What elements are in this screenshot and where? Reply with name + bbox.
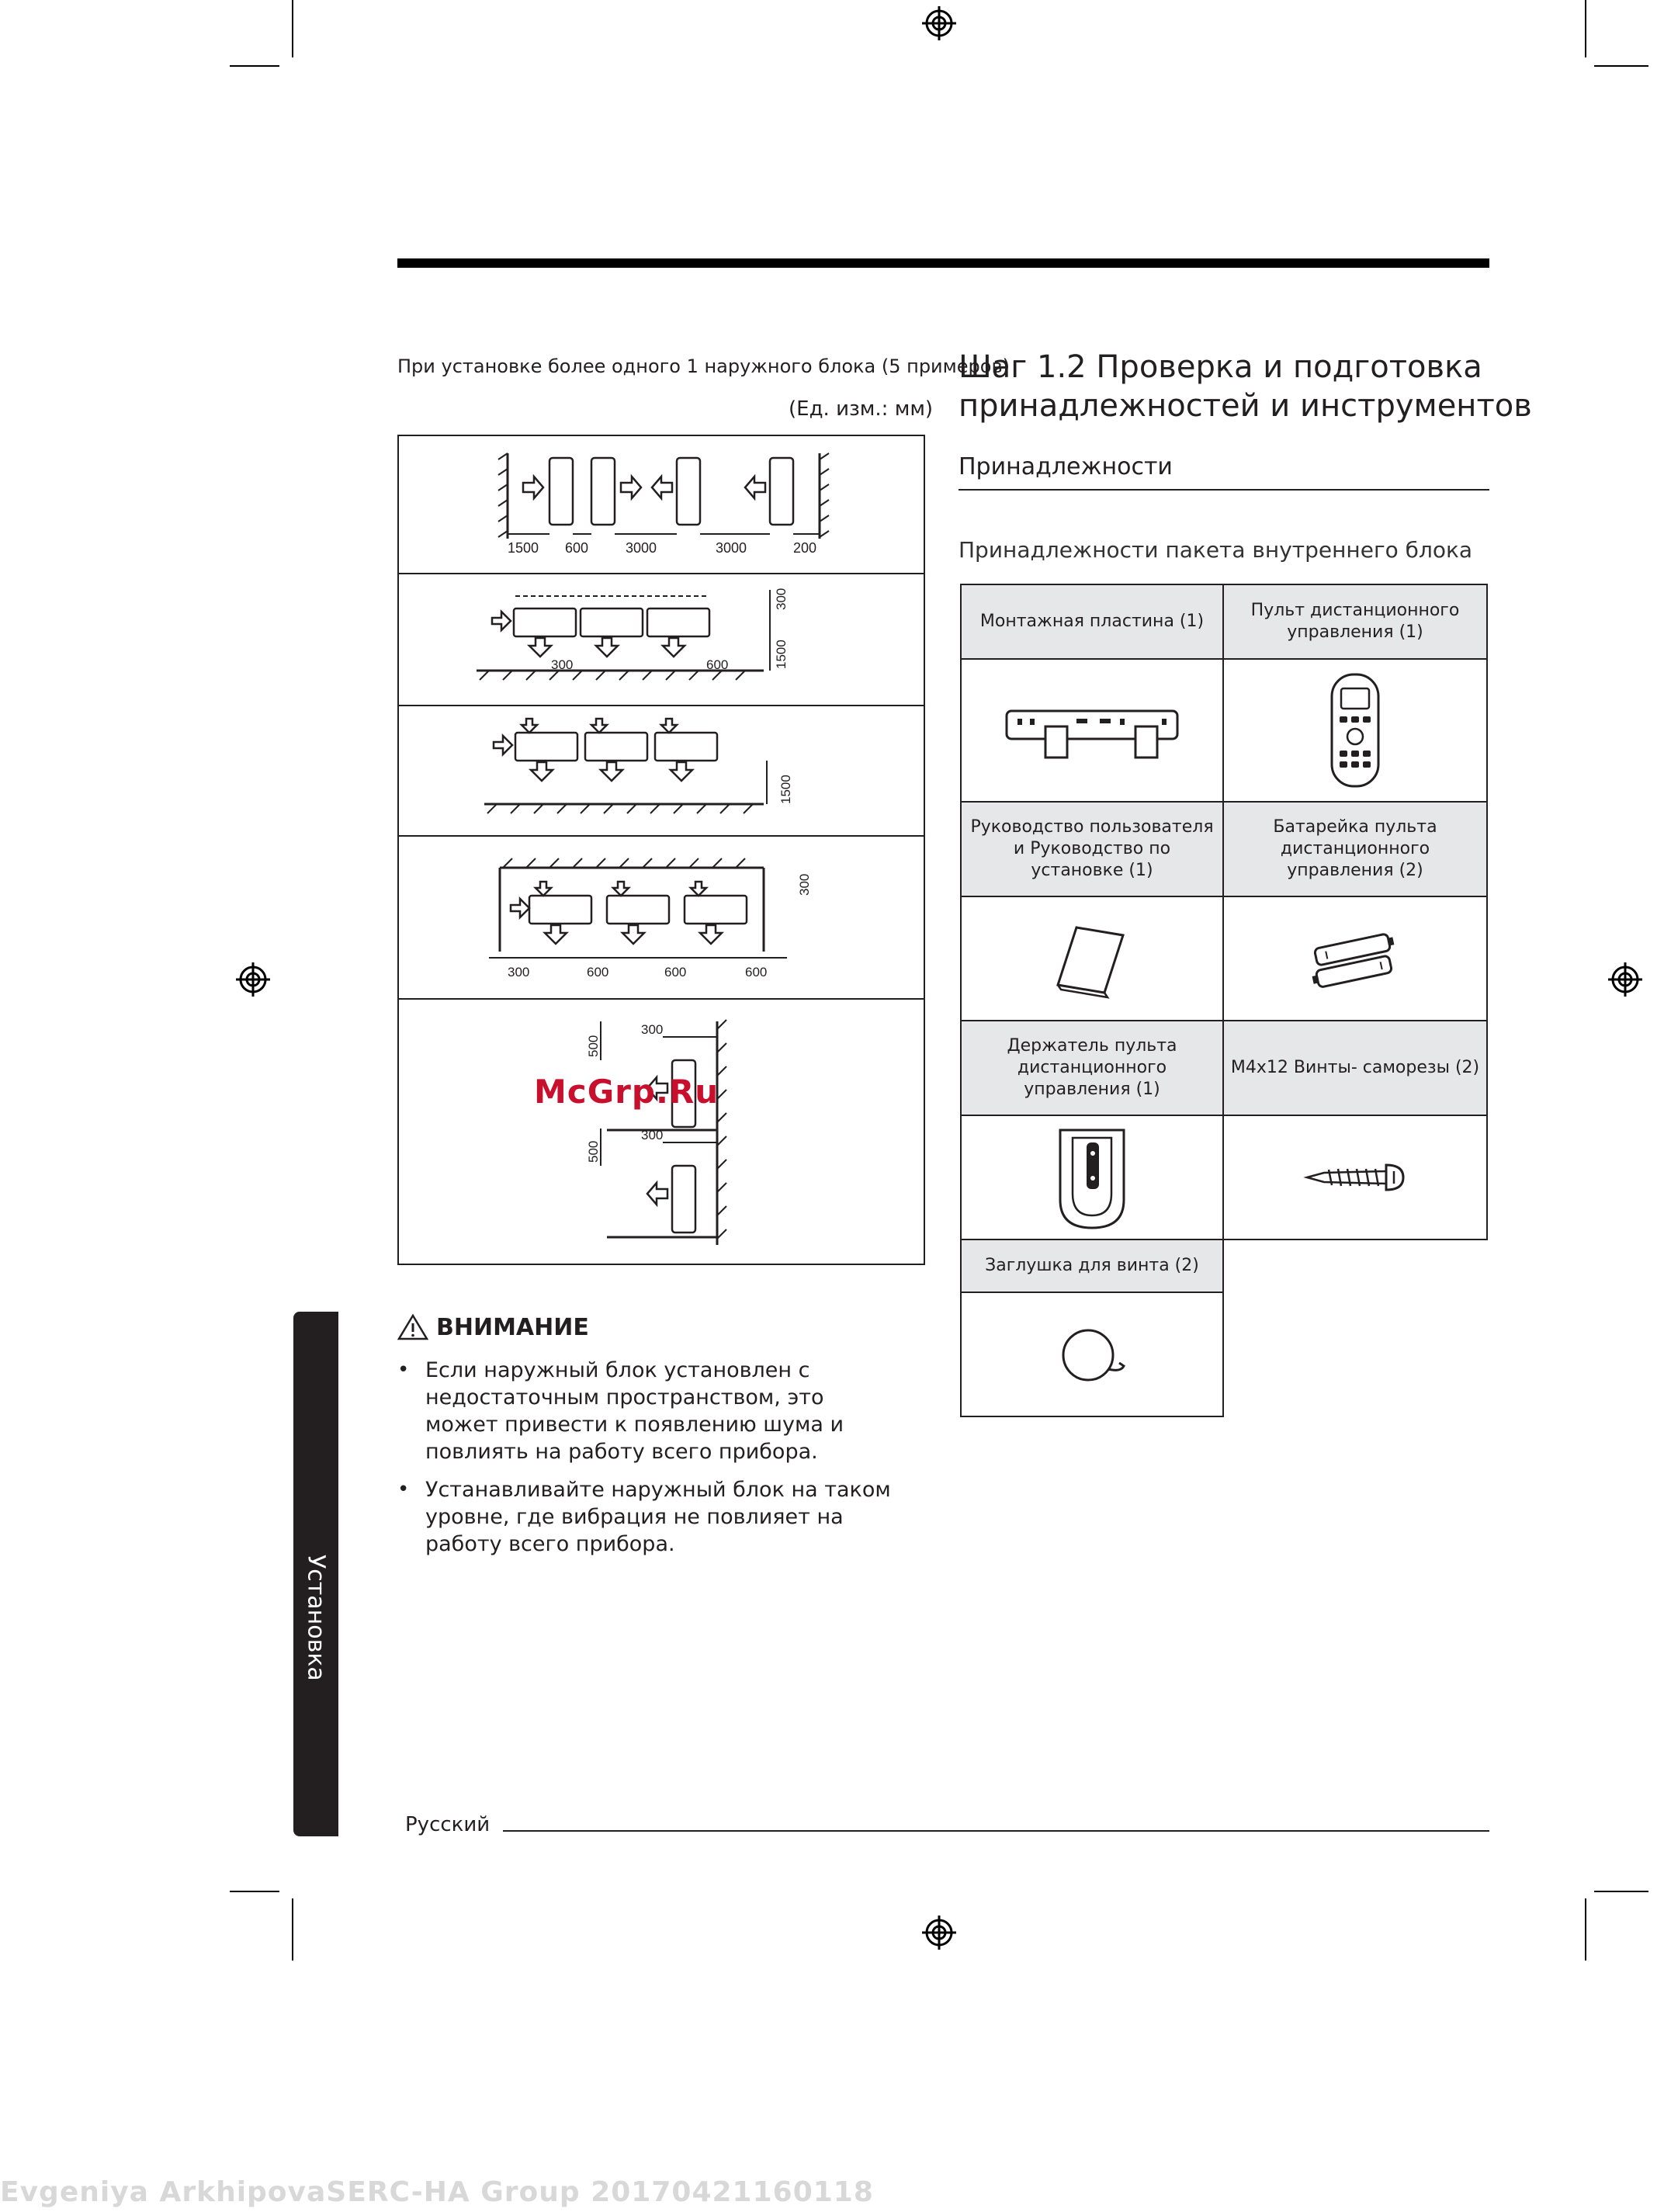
registration-mark-icon [922, 6, 956, 40]
dim-label: 300 [797, 873, 812, 896]
warning-item-text: Если наружный блок установлен с недостаточным пространством, это может привести к появлению шума и повлиять на работу всего прибора. [425, 1358, 844, 1464]
accessory-cell [1222, 801, 1488, 1021]
dim-label: 600 [587, 965, 609, 979]
dim-label: 300 [551, 657, 574, 672]
warning-item-text: Устанавливайте наружный блок на таком уровне, где вибрация не повлияет на работу всего прибора. [425, 1478, 891, 1556]
screw-cap-icon [962, 1293, 1222, 1416]
side-tab-label: Установка [302, 1555, 330, 1681]
dim-label: 500 [586, 1140, 601, 1163]
page-title-line2: принадлежностей и инструментов [959, 388, 1532, 424]
section-side-tab [293, 1312, 338, 1836]
dim-label: 600 [565, 540, 589, 556]
dim-label: 600 [745, 965, 768, 979]
dim-label: 300 [774, 588, 789, 610]
dim-label: 1500 [774, 640, 789, 669]
accessory-cell [960, 584, 1224, 803]
crop-mark [230, 65, 279, 67]
dim-label: 300 [641, 1022, 664, 1037]
crop-mark [230, 1891, 279, 1892]
crop-mark [292, 1898, 293, 1961]
dim-label: 200 [793, 540, 817, 556]
crop-mark [1585, 0, 1586, 57]
accessory-label: Монтажная пластина (1) [962, 585, 1222, 660]
manual-icon [962, 897, 1222, 1020]
accessory-cell [1222, 1020, 1488, 1240]
crop-mark [1585, 1898, 1586, 1961]
dim-label: 300 [641, 1128, 664, 1142]
warning-triangle-icon [397, 1313, 428, 1341]
dim-label: 600 [706, 657, 729, 672]
accessory-label: Батарейка пульта дистанционного управления (2) [1224, 803, 1486, 897]
dim-label: 1500 [508, 540, 539, 556]
warning-list [397, 1357, 894, 1569]
crop-mark [1594, 1891, 1648, 1892]
diagram-row-5-drawing [399, 998, 924, 1264]
registration-mark-icon [1608, 962, 1642, 997]
accessory-label: Заглушка для винта (2) [962, 1240, 1222, 1293]
diagram-row-4 [399, 835, 924, 1000]
footer-language: Русский [405, 1813, 491, 1836]
diagram-row-5 [399, 998, 924, 1264]
diagram-row-4-drawing [399, 835, 924, 998]
diagram-row-3 [399, 705, 924, 837]
list-item: • Если наружный блок установлен с недостаточным пространством, это может привести к появлению шума и повлиять на работу всего прибора. [397, 1357, 894, 1465]
watermark: McGrp.Ru [534, 1073, 719, 1111]
figure-caption: При установке более одного 1 наружного блока (5 примеров) [397, 355, 1010, 377]
crop-mark [1594, 65, 1648, 67]
registration-mark-icon [922, 1916, 956, 1950]
remote-control-icon [1224, 660, 1486, 801]
registration-mark-icon [236, 962, 270, 997]
footer-rule [503, 1830, 1489, 1832]
accessory-label: Руководство пользователя и Руководство по установке (1) [962, 803, 1222, 897]
installation-diagram [397, 435, 925, 1265]
top-rule [397, 258, 1489, 268]
diagram-row-3-drawing [399, 705, 924, 835]
units-note: (Ед. изм.: мм) [789, 397, 934, 421]
package-title: Принадлежности пакета внутреннего блока [959, 537, 1473, 563]
crop-mark [292, 0, 293, 57]
dim-label: 3000 [716, 540, 747, 556]
diagram-row-1 [399, 436, 924, 574]
dim-label: 600 [664, 965, 687, 979]
dim-label: 500 [586, 1035, 601, 1057]
accessory-label: M4x12 Винты- саморезы (2) [1224, 1021, 1486, 1116]
warning-title-text: ВНИМАНИЕ [436, 1313, 589, 1341]
mounting-plate-icon [962, 660, 1222, 801]
dim-label: 1500 [778, 775, 793, 804]
remote-holder-icon [962, 1116, 1222, 1239]
diagram-row-1-drawing [399, 436, 924, 573]
battery-icon [1224, 897, 1486, 1020]
list-item: • Устанавливайте наружный блок на таком уровне, где вибрация не повлияет на работу всего прибора. [397, 1476, 894, 1558]
screw-icon [1224, 1116, 1486, 1239]
diagram-row-2-drawing [399, 573, 924, 705]
page-title-line1: Шаг 1.2 Проверка и подготовка [959, 349, 1482, 385]
accessory-cell [1222, 584, 1488, 803]
page-title [959, 348, 1532, 425]
accessory-label: Пульт дистанционного управления (1) [1224, 585, 1486, 660]
accessory-cell [960, 1020, 1224, 1240]
subheading: Принадлежности [959, 453, 1173, 480]
diagram-row-2 [399, 573, 924, 706]
dim-label: 3000 [626, 540, 657, 556]
dim-label: 300 [508, 965, 530, 979]
accessory-label: Держатель пульта дистанционного управления (1) [962, 1021, 1222, 1116]
warning-title [397, 1313, 589, 1341]
accessory-cell [960, 801, 1224, 1021]
accessory-cell [960, 1239, 1224, 1417]
print-stamp: Evgeniya ArkhipovaSERC-HA Group 20170421160118 [0, 2176, 874, 2208]
subheading-rule [959, 489, 1489, 491]
